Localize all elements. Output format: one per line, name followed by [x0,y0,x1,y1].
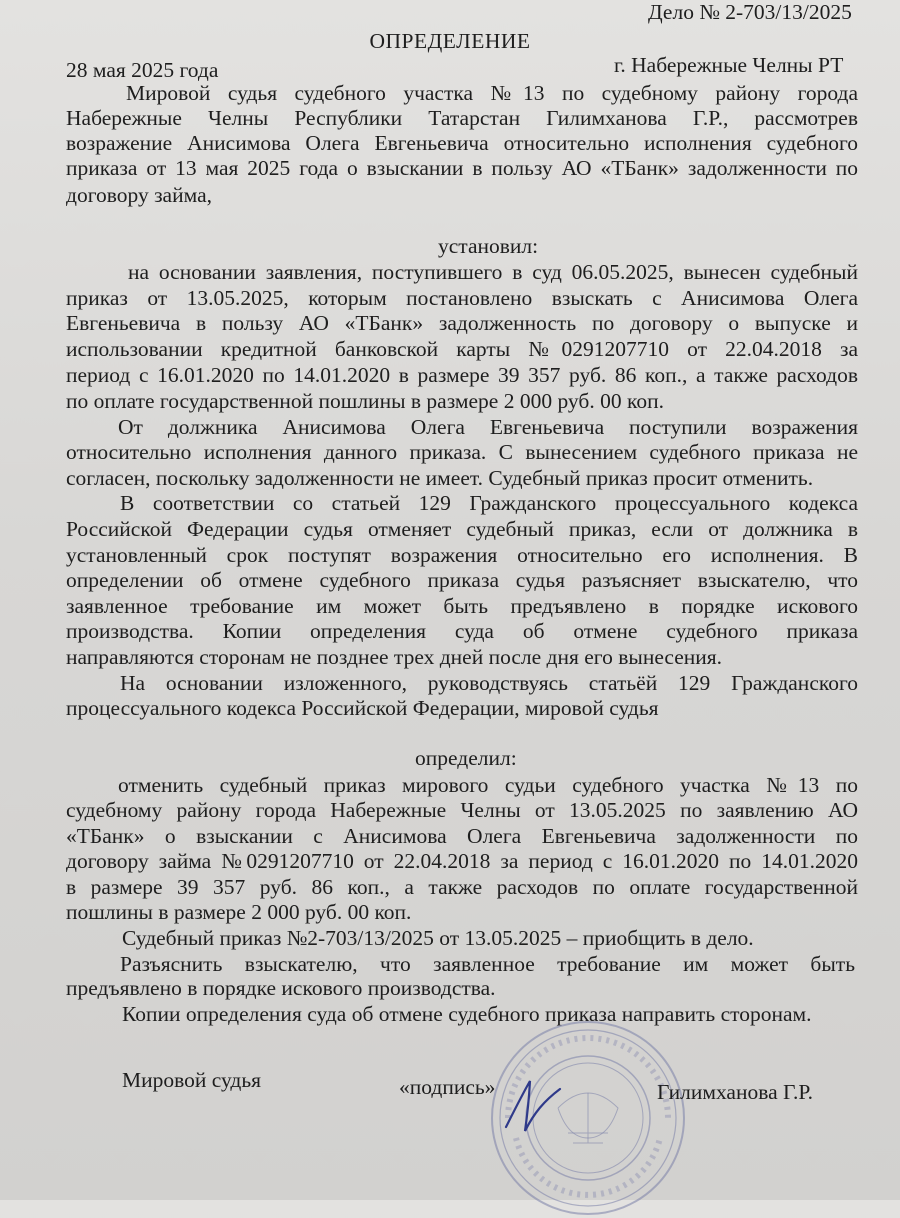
signature-scribble [500,1075,570,1135]
established-line: заявленное требование им может быть предъявлено в порядке искового [66,594,858,618]
intro-line: возражение Анисимова Олега Евгеньевича относительно исполнения судебного [66,131,858,155]
decided-heading: определил: [415,746,517,770]
decided-line: предъявлено в порядке искового производства. [66,976,496,1000]
established-line: направляются сторонам не позднее трех дней после дня его вынесения. [66,645,723,669]
intro-line: Мировой судья судебного участка №13 по судебному району города [126,81,858,105]
established-line: Российской Федерации судья отменяет судебный приказ, если от должника в [66,517,858,541]
intro-line: договору займа, [66,183,212,207]
intro-line: приказа от 13 мая 2025 года о взыскании в пользу АО «ТБанк» задолженности по [66,156,858,180]
established-line: относительно исполнения данного приказа. С вынесением судебного приказа не [66,440,858,464]
established-line: В соответствии со статьей 129 Гражданского процессуального кодекса [120,491,858,515]
decided-line: судебному району города Набережные Челны от 13.05.2025 по заявлению АО [66,798,858,822]
decided-line: договору займа №0291207710 от 22.04.2018 за период с 16.01.2020 по 14.01.2020 [66,849,858,873]
established-line: на основании заявления, поступившего в суд 06.05.2025, вынесен судебный [128,260,858,284]
established-line: приказ от 13.05.2025, которым постановлено взыскать с Анисимова Олега [66,286,858,310]
established-line: производства. Копии определения суда об отмене судебного приказа [66,619,858,643]
established-line: период с 16.01.2020 по 14.01.2020 в размере 39 357 руб. 86 коп., а также расходов [66,363,858,387]
decided-line: Копии определения суда об отмене судебного приказа направить сторонам. [122,1002,812,1026]
document-city: г. Набережные Челны РТ [614,53,844,77]
decided-line: в размере 39 357 руб. 86 коп., а также расходов по оплате государственной [66,875,858,899]
document-title: ОПРЕДЕЛЕНИЕ [369,29,531,53]
intro-line: Набережные Челны Республики Татарстан Гилимханова Г.Р., рассмотрев [66,106,858,130]
established-line: определении об отмене судебного приказа судья разъясняет взыскателю, что [66,568,858,592]
established-heading: установил: [438,234,539,258]
established-line: процессуального кодекса Российской Федерации, мировой судья [66,696,659,720]
established-line: по оплате государственной пошлины в размере 2 000 руб. 00 коп. [66,389,664,413]
established-line: использовании кредитной банковской карты №0291207710 от 22.04.2018 за [66,337,858,361]
decided-line: Судебный приказ №2-703/13/2025 от 13.05.2025 – приобщить в дело. [122,926,754,950]
established-line: На основании изложенного, руководствуясь статьёй 129 Гражданского [120,671,858,695]
case-number: Дело № 2-703/13/2025 [648,0,852,24]
established-line: Евгеньевича в пользу АО «ТБанк» задолженность по договору о выпуске и [66,311,858,335]
decided-line: отменить судебный приказ мирового судьи судебного участка №13 по [118,773,858,797]
signature-placeholder: «подпись» [399,1075,496,1099]
signature-role: Мировой судья [122,1068,262,1092]
signature-name: Гилимханова Г.Р. [657,1080,814,1104]
decided-line: Разъяснить взыскателю, что заявленное требование им может быть [120,952,855,976]
established-line: От должника Анисимова Олега Евгеньевича поступили возражения [118,415,858,439]
decided-line: «ТБанк» о взыскании с Анисимова Олега Евгеньевича задолженности по [66,824,858,848]
established-line: установленный срок поступят возражения относительно его исполнения. В [66,543,858,567]
decided-line: пошлины в размере 2 000 руб. 00 коп. [66,900,412,924]
document-date: 28 мая 2025 года [66,58,219,82]
established-line: согласен, поскольку задолженности не имеет. Судебный приказ просит отменить. [66,466,814,490]
